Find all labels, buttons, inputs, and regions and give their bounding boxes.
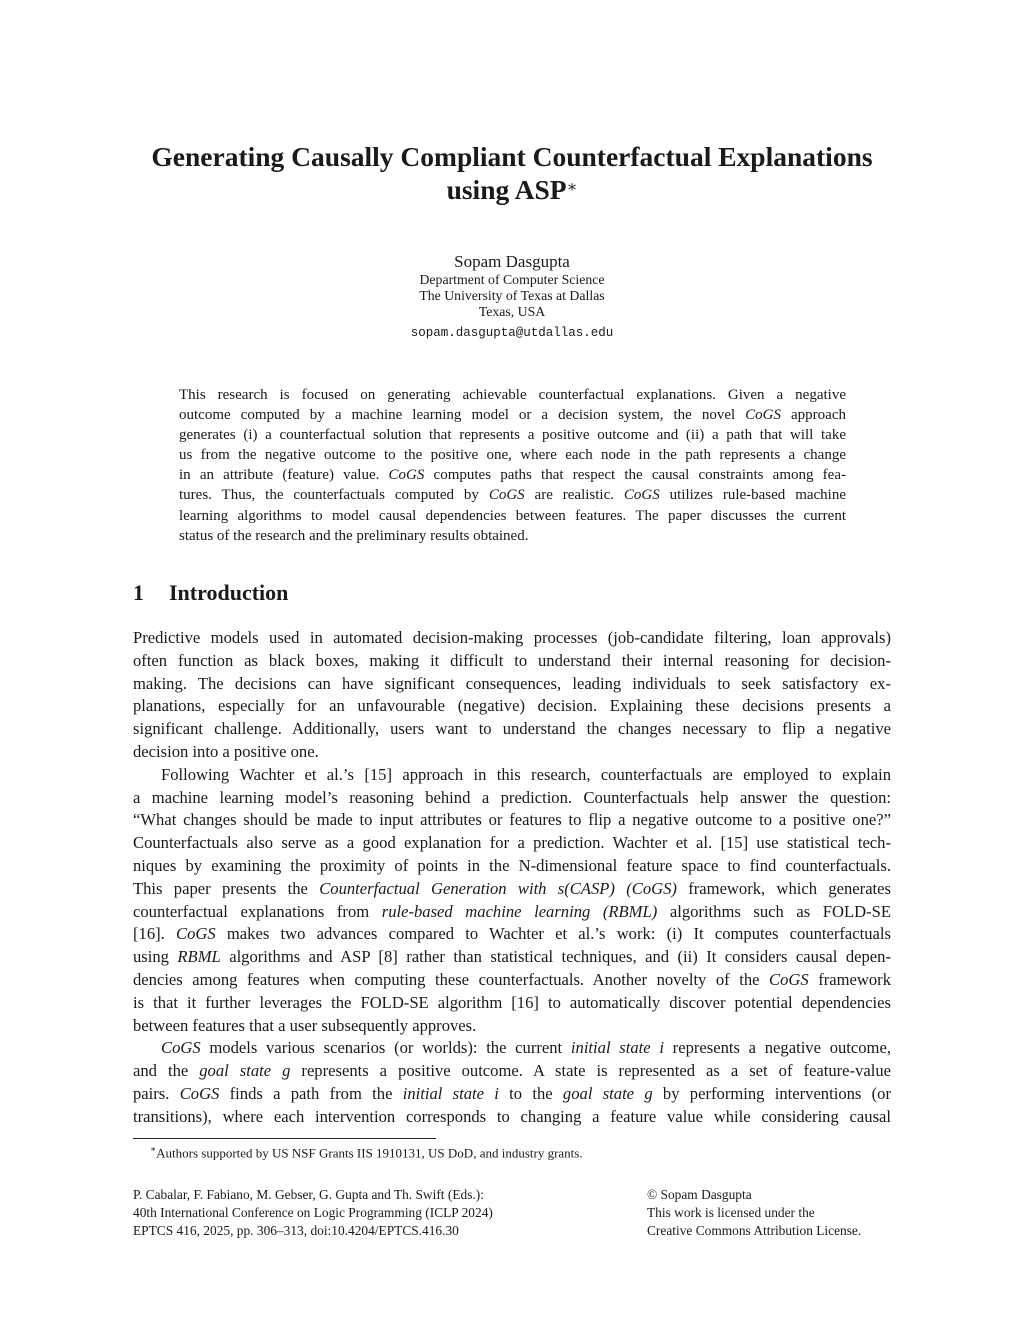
- text-run: “What changes should be made to input attributes or features to flip a negative outcome to a positive one?”: [133, 810, 891, 830]
- text-line: [179, 526, 846, 546]
- text-line: [133, 969, 891, 992]
- text-run: counterfactual explanations from: [133, 901, 382, 921]
- text-line: [179, 425, 846, 445]
- text-run: learning algorithms to model causal dependencies between features. The paper discusses the current: [179, 507, 846, 524]
- italic-run: CoGS: [176, 924, 216, 944]
- text-run: tures. Thus, the counterfactuals computed by: [179, 487, 489, 504]
- text-line: [133, 832, 891, 855]
- italic-run: CoGS: [388, 467, 425, 484]
- text-run: by performing interventions (or: [652, 1083, 892, 1103]
- paragraph: [133, 1037, 891, 1128]
- footnote: ∗Authors supported by US NSF Grants IIS 1910131, US DoD, and industry grants.: [150, 1144, 583, 1161]
- body-text: [133, 627, 891, 1129]
- italic-run: CoGS: [161, 1038, 201, 1058]
- text-run: approach: [781, 407, 846, 424]
- text-line: [133, 992, 891, 1015]
- italic-run: CoGS: [769, 969, 809, 989]
- text-run: dencies among features when computing these counterfactuals. Another novelty of the: [133, 969, 770, 989]
- text-run: planations, especially for an unfavourable (negative) decision. Explaining these decisions presents a: [133, 696, 891, 716]
- affiliation-line: Texas, USA: [478, 304, 546, 319]
- text-run: significant challenge. Additionally, users want to understand the changes necessary to flip a negative: [133, 719, 891, 739]
- text-run: [16].: [133, 924, 177, 944]
- author-email: sopam.dasgupta@utdallas.edu: [410, 326, 614, 340]
- text-run: utilizes rule-based machine: [659, 487, 847, 504]
- text-run: represents a positive outcome. A state is represented as a set of feature-value: [290, 1061, 892, 1081]
- text-line: [133, 764, 891, 787]
- text-run: makes two advances compared to Wachter et al.’s work: (i) It computes counterfactuals: [215, 924, 891, 944]
- text-run: status of the research and the preliminary results obtained.: [179, 527, 529, 544]
- text-line: [133, 809, 891, 832]
- text-run: computes paths that respect the causal constraints among fea-: [424, 467, 846, 484]
- text-run: represents a negative outcome,: [663, 1038, 891, 1058]
- text-line: [133, 946, 891, 969]
- text-run: generates (i) a counterfactual solution that represents a positive outcome and (ii) a path that will take: [179, 427, 846, 444]
- text-line: [133, 923, 891, 946]
- section-number: 1: [133, 580, 144, 605]
- paragraph: [133, 764, 891, 1038]
- italic-run: CoGS: [179, 1083, 220, 1103]
- footnote-mark: ∗: [566, 179, 578, 196]
- text-line: [179, 405, 846, 425]
- text-line: [179, 506, 846, 526]
- text-run: between features that a user subsequently approves.: [133, 1015, 477, 1035]
- text-run: algorithms and ASP [8] rather than statistical techniques, and (ii) It considers causal depen-: [220, 947, 891, 967]
- text-run: making. The decisions can have significant consequences, leading individuals to seek satisfactory ex-: [133, 673, 891, 693]
- text-run: algorithms such as FOLD-SE: [657, 901, 891, 921]
- footnote-divider: [133, 1138, 436, 1139]
- affiliation: [0, 272, 1024, 320]
- title-line-1: Generating Causally Compliant Counterfactual Explanations: [151, 141, 873, 172]
- section-title: Introduction: [169, 580, 289, 605]
- text-line: [179, 445, 846, 465]
- italic-run: rule-based machine learning (RBML): [381, 901, 658, 921]
- text-line: [179, 485, 846, 505]
- text-line: [133, 1015, 891, 1038]
- paper-title: [0, 140, 1024, 206]
- text-line: [133, 901, 891, 924]
- text-line: [133, 1037, 891, 1060]
- text-run: finds a path from the: [219, 1083, 403, 1103]
- author-name: Sopam Dasgupta: [454, 252, 570, 271]
- license-info: © Sopam Dasgupta This work is licensed under the Creative Commons Attribution License.: [647, 1187, 862, 1238]
- text-line: [133, 695, 891, 718]
- text-line: [133, 1060, 891, 1083]
- title-line-2: using ASP∗: [446, 174, 578, 205]
- italic-run: RBML: [177, 947, 221, 967]
- text-line: [133, 718, 891, 741]
- text-run: us from the negative outcome to the positive one, where each node in the path represents a change: [179, 447, 846, 464]
- text-run: Predictive models used in automated decision-making processes (job-candidate filtering, loan approvals): [133, 628, 891, 647]
- text-line: [179, 465, 846, 485]
- text-line: [133, 787, 891, 810]
- text-run: using: [133, 947, 178, 967]
- affiliation-line: Department of Computer Science: [419, 272, 605, 287]
- affiliation-line: The University of Texas at Dallas: [419, 288, 605, 303]
- section-heading: [133, 580, 288, 606]
- italic-run: goal state g: [562, 1083, 653, 1103]
- text-run: pairs.: [133, 1083, 180, 1103]
- italic-run: initial state i: [402, 1083, 499, 1103]
- italic-run: CoGS: [745, 407, 782, 424]
- italic-run: CoGS: [488, 487, 525, 504]
- proceedings-info: P. Cabalar, F. Fabiano, M. Gebser, G. Gupta and Th. Swift (Eds.): 40th International Conference on Logic Programming (ICLP 2024) EPTCS 416, 2025, pp. 306–313, doi:10.4204/EPTCS.416.30: [133, 1187, 493, 1238]
- text-line: [133, 741, 891, 764]
- text-run: in an attribute (feature) value.: [179, 467, 389, 484]
- text-run: transitions), where each intervention corresponds to changing a feature value while considering causal: [133, 1106, 891, 1126]
- text-run: decision into a positive one.: [133, 741, 319, 761]
- italic-run: goal state g: [199, 1061, 291, 1081]
- italic-run: initial state i: [570, 1038, 664, 1058]
- text-line: [133, 1106, 891, 1129]
- text-run: often function as black boxes, making it difficult to understand their internal reasoning for decision-: [133, 650, 891, 670]
- text-line: [179, 385, 846, 405]
- italic-run: Counterfactual Generation with s(CASP) (CoGS): [319, 878, 677, 898]
- text-run: are realistic.: [524, 487, 624, 504]
- text-line: [133, 1083, 891, 1106]
- text-run: niques by examining the proximity of points in the N-dimensional feature space to find counterfactuals.: [133, 855, 891, 875]
- text-run: is that it further leverages the FOLD-SE algorithm [16] to automatically discover potential dependencies: [133, 992, 891, 1012]
- text-line: [133, 855, 891, 878]
- paragraph: [133, 627, 891, 764]
- text-run: a machine learning model’s reasoning behind a prediction. Counterfactuals help answer the question:: [133, 787, 891, 807]
- text-run: to the: [498, 1083, 563, 1103]
- text-line: [133, 650, 891, 673]
- italic-run: CoGS: [623, 487, 660, 504]
- text-line: [133, 627, 891, 650]
- text-run: framework: [808, 969, 891, 989]
- text-run: outcome computed by a machine learning model or a decision system, the novel: [179, 407, 746, 424]
- text-line: [133, 878, 891, 901]
- text-run: This paper presents the: [133, 878, 320, 898]
- text-run: and the: [133, 1061, 200, 1081]
- text-run: framework, which generates: [676, 878, 891, 898]
- text-line: [133, 673, 891, 696]
- text-run: models various scenarios (or worlds): the current: [200, 1038, 571, 1058]
- abstract: [179, 385, 846, 546]
- text-run: Following Wachter et al.’s [15] approach in this research, counterfactuals are employed to explain: [161, 764, 891, 784]
- text-run: This research is focused on generating achievable counterfactual explanations. Given a negative: [179, 387, 846, 403]
- text-run: Counterfactuals also serve as a good explanation for a prediction. Wachter et al. [15] use statistical tech-: [133, 833, 891, 853]
